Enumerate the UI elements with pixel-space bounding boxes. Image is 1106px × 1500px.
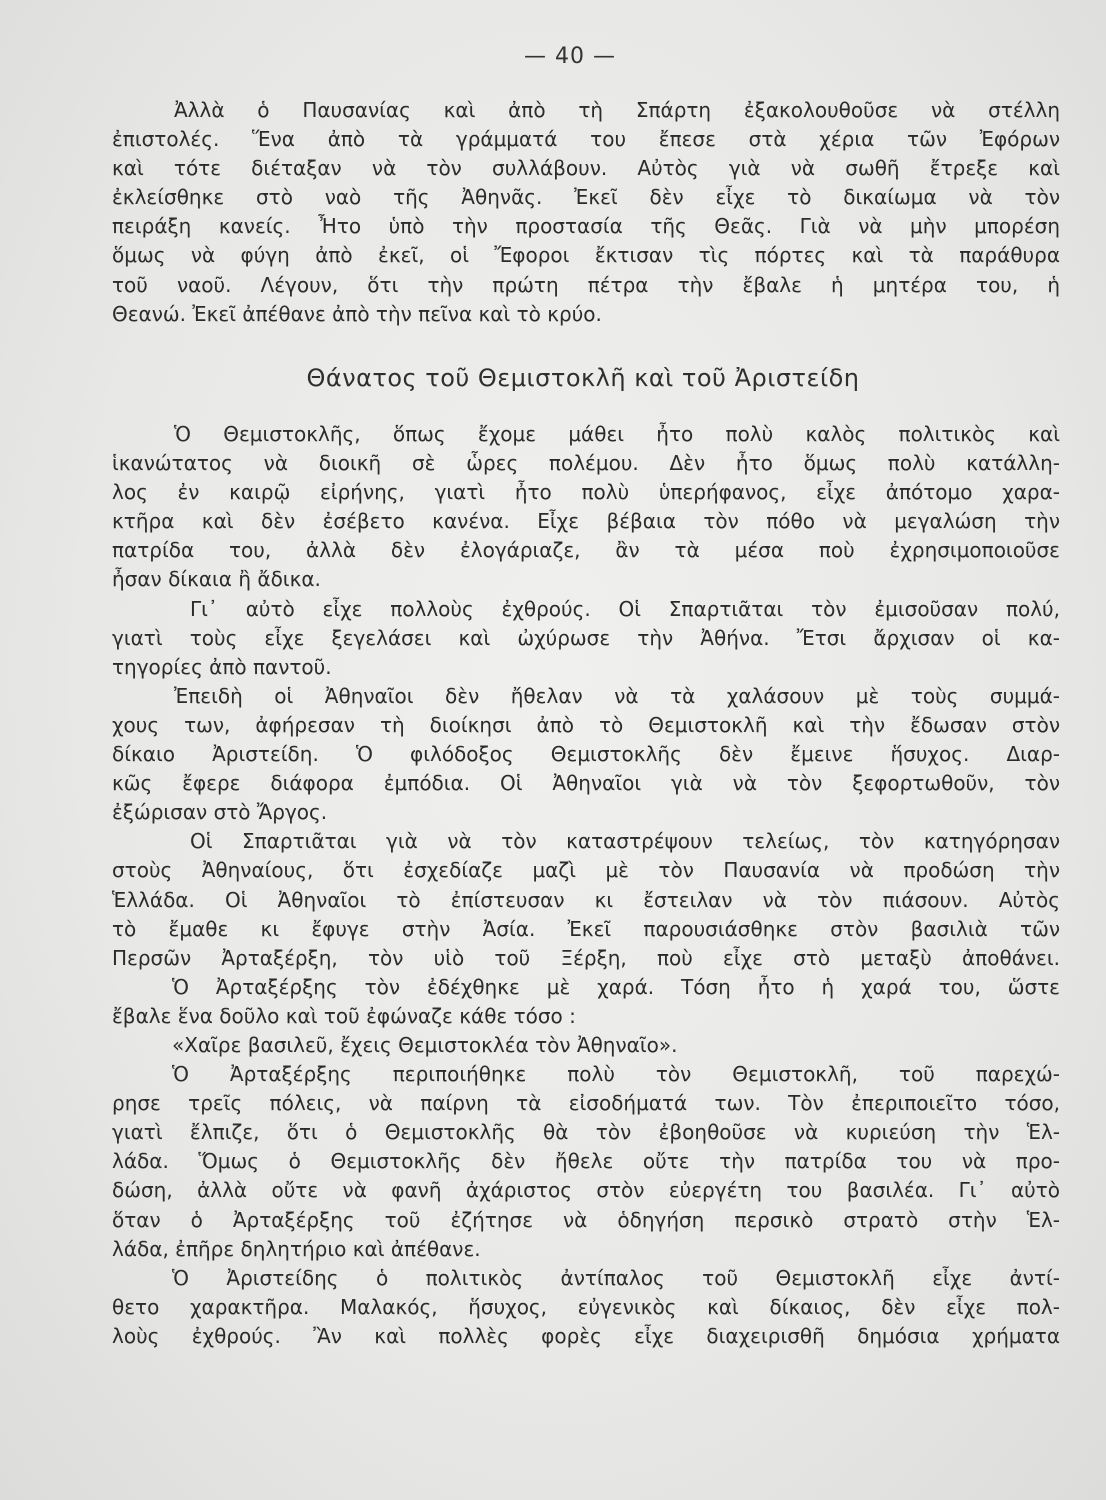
text-line: στοὺς Ἀθηναίους, ὅτι ἐσχεδίαζε μαζὶ μὲ τὸν Παυσανία νὰ προδώση τὴν — [112, 858, 1060, 883]
text-line: Θεανώ. Ἐκεῖ ἀπέθανε ἀπὸ τὴν πεῖνα καὶ τὸ κρύο. — [112, 301, 602, 326]
paragraph — [112, 595, 1060, 682]
text-line: Γι᾿ αὐτὸ εἶχε πολλοὺς ἐχθρούς. Οἱ Σπαρτιᾶται τὸν ἐμισοῦσαν πολύ, — [190, 596, 1060, 621]
text-line: λάδα. Ὅμως ὁ Θεμιστοκλῆς δὲν ἤθελε οὔτε τὴν πατρίδα του νὰ προ- — [112, 1149, 1060, 1174]
paragraph — [112, 420, 1060, 595]
text-line: τηγορίες ἀπὸ παντοῦ. — [112, 654, 332, 679]
text-line: Ὁ Θεμιστοκλῆς, ὅπως ἔχομε μάθει ἦτο πολὺ καλὸς πολιτικὸς καὶ — [174, 422, 1060, 446]
text-line: ἐξώρισαν στὸ Ἄργος. — [112, 800, 328, 825]
paragraph — [112, 682, 1060, 827]
text-line: λος ἐν καιρῷ εἰρήνης, γιατὶ ἦτο πολὺ ὑπερήφανος, εἶχε ἀπότομο χαρα- — [112, 480, 1060, 505]
intro-text-block — [112, 96, 1060, 329]
text-line: ρησε τρεῖς πόλεις, νὰ παίρνη τὰ εἰσοδήματά των. Τὸν ἐπεριποιεῖτο τόσο, — [112, 1091, 1060, 1116]
text-line: Ὁ Ἀρταξέρξης τὸν ἐδέχθηκε μὲ χαρά. Τόση ἦτο ἡ χαρά του, ὥστε — [172, 974, 1060, 999]
text-line: ἱκανώτατος νὰ διοικῆ σὲ ὧρες πολέμου. Δὲν ἦτο ὅμως πολὺ κατάλλη- — [112, 451, 1060, 476]
text-line: Οἱ Σπαρτιᾶται γιὰ νὰ τὸν καταστρέψουν τελείως, τὸν κατηγόρησαν — [190, 829, 1060, 854]
text-line: καὶ τότε διέταξαν νὰ τὸν συλλάβουν. Αὐτὸς γιὰ νὰ σωθῆ ἔτρεξε καὶ — [112, 156, 1060, 181]
text-line: λοὺς ἐχθρούς. Ἂν καὶ πολλὲς φορὲς εἶχε διαχειρισθῆ δημόσια χρήματα — [112, 1323, 1060, 1348]
text-line: Ὁ Ἀριστείδης ὁ πολιτικὸς ἀντίπαλος τοῦ Θεμιστοκλῆ εἶχε ἀντί- — [172, 1265, 1060, 1290]
page-number: — 40 — — [524, 44, 616, 69]
text-line: ἦσαν δίκαια ἢ ἄδικα. — [112, 567, 321, 592]
paragraph — [112, 96, 1060, 329]
text-line: ὅμως νὰ φύγη ἀπὸ ἐκεῖ, οἱ Ἔφοροι ἔκτισαν τὶς πόρτες καὶ τὰ παράθυρα — [112, 243, 1060, 268]
paragraph — [112, 973, 1060, 1031]
text-line: τὸ ἔμαθε κι ἔφυγε στὴν Ἀσία. Ἐκεῖ παρουσιάσθηκε στὸν βασιλιὰ τῶν — [112, 916, 1060, 941]
paragraph — [112, 827, 1060, 972]
text-line: Ἀλλὰ ὁ Παυσανίας καὶ ἀπὸ τὴ Σπάρτη ἐξακολουθοῦσε νὰ στέλλη — [174, 98, 1060, 122]
text-line: ἔβαλε ἕνα δοῦλο καὶ τοῦ ἐφώναζε κάθε τόσο : — [112, 1003, 576, 1028]
text-line: χους των, ἀφήρεσαν τὴ διοίκησι ἀπὸ τὸ Θεμιστοκλῆ καὶ τὴν ἔδωσαν στὸν — [112, 712, 1060, 737]
paragraph — [112, 1264, 1060, 1351]
text-line: ἐκλείσθηκε στὸ ναὸ τῆς Ἀθηνᾶς. Ἐκεῖ δὲν εἶχε τὸ δικαίωμα νὰ τὸν — [112, 185, 1060, 210]
text-line: Ἑλλάδα. Οἱ Ἀθηναῖοι τὸ ἐπίστευσαν κι ἔστειλαν νὰ τὸν πιάσουν. Αὐτὸς — [112, 887, 1060, 912]
text-line: ἐπιστολές. Ἕνα ἀπὸ τὰ γράμματά του ἔπεσε στὰ χέρια τῶν Ἐφόρων — [112, 127, 1060, 152]
text-line: δώση, ἀλλὰ οὔτε νὰ φανῆ ἀχάριστος στὸν εὐεργέτη του βασιλέα. Γι᾿ αὐτὸ — [112, 1178, 1060, 1203]
text-line: γιατὶ ἔλπιζε, ὅτι ὁ Θεμιστοκλῆς θὰ τὸν ἐβοηθοῦσε νὰ κυριεύση τὴν Ἑλ- — [112, 1120, 1060, 1145]
section-heading: Θάνατος τοῦ Θεμιστοκλῆ καὶ τοῦ Ἀριστείδη — [306, 364, 860, 392]
text-line: γιατὶ τοὺς εἶχε ξεγελάσει καὶ ὠχύρωσε τὴν Ἀθήνα. Ἔτσι ἄρχισαν οἱ κα- — [112, 625, 1060, 650]
text-line: θετο χαρακτῆρα. Μαλακός, ἥσυχος, εὐγενικὸς καὶ δίκαιος, δὲν εἶχε πολ- — [112, 1294, 1060, 1319]
text-line: ὅταν ὁ Ἀρταξέρξης τοῦ ἐζήτησε νὰ ὁδηγήση περσικὸ στρατὸ στὴν Ἑλ- — [112, 1207, 1060, 1232]
text-line: κτῆρα καὶ δὲν ἐσέβετο κανένα. Εἶχε βέβαια τὸν πόθο νὰ μεγαλώση τὴν — [112, 509, 1060, 534]
text-line: λάδα, ἐπῆρε δηλητήριο καὶ ἀπέθανε. — [112, 1236, 481, 1261]
text-line: «Χαῖρε βασιλεῦ, ἔχεις Θεμιστοκλέα τὸν Ἀθηναῖο». — [172, 1032, 678, 1057]
paragraph — [112, 1060, 1060, 1264]
paragraph — [112, 1031, 1060, 1060]
text-line: πατρίδα του, ἀλλὰ δὲν ἐλογάριαζε, ἂν τὰ μέσα ποὺ ἐχρησιμοποιοῦσε — [112, 538, 1060, 563]
section-text-block — [112, 420, 1060, 1351]
text-line: Περσῶν Ἀρταξέρξη, τὸν υἱὸ τοῦ Ξέρξη, ποὺ εἶχε στὸ μεταξὺ ἀποθάνει. — [112, 945, 1060, 970]
text-line: τοῦ ναοῦ. Λέγουν, ὅτι τὴν πρώτη πέτρα τὴν ἔβαλε ἡ μητέρα του, ἡ — [112, 272, 1060, 297]
text-line: κῶς ἔφερε διάφορα ἐμπόδια. Οἱ Ἀθηναῖοι γιὰ νὰ τὸν ξεφορτωθοῦν, τὸν — [112, 771, 1060, 796]
text-line: πειράξη κανείς. Ἦτο ὑπὸ τὴν προστασία τῆς Θεᾶς. Γιὰ νὰ μὴν μπορέση — [112, 214, 1060, 239]
text-line: Ἐπειδὴ οἱ Ἀθηναῖοι δὲν ἤθελαν νὰ τὰ χαλάσουν μὲ τοὺς συμμά- — [174, 683, 1060, 708]
text-line: δίκαιο Ἀριστείδη. Ὁ φιλόδοξος Θεμιστοκλῆς δὲν ἔμεινε ἥσυχος. Διαρ- — [112, 742, 1060, 767]
text-line: Ὁ Ἀρταξέρξης περιποιήθηκε πολὺ τὸν Θεμιστοκλῆ, τοῦ παρεχώ- — [172, 1062, 1060, 1087]
